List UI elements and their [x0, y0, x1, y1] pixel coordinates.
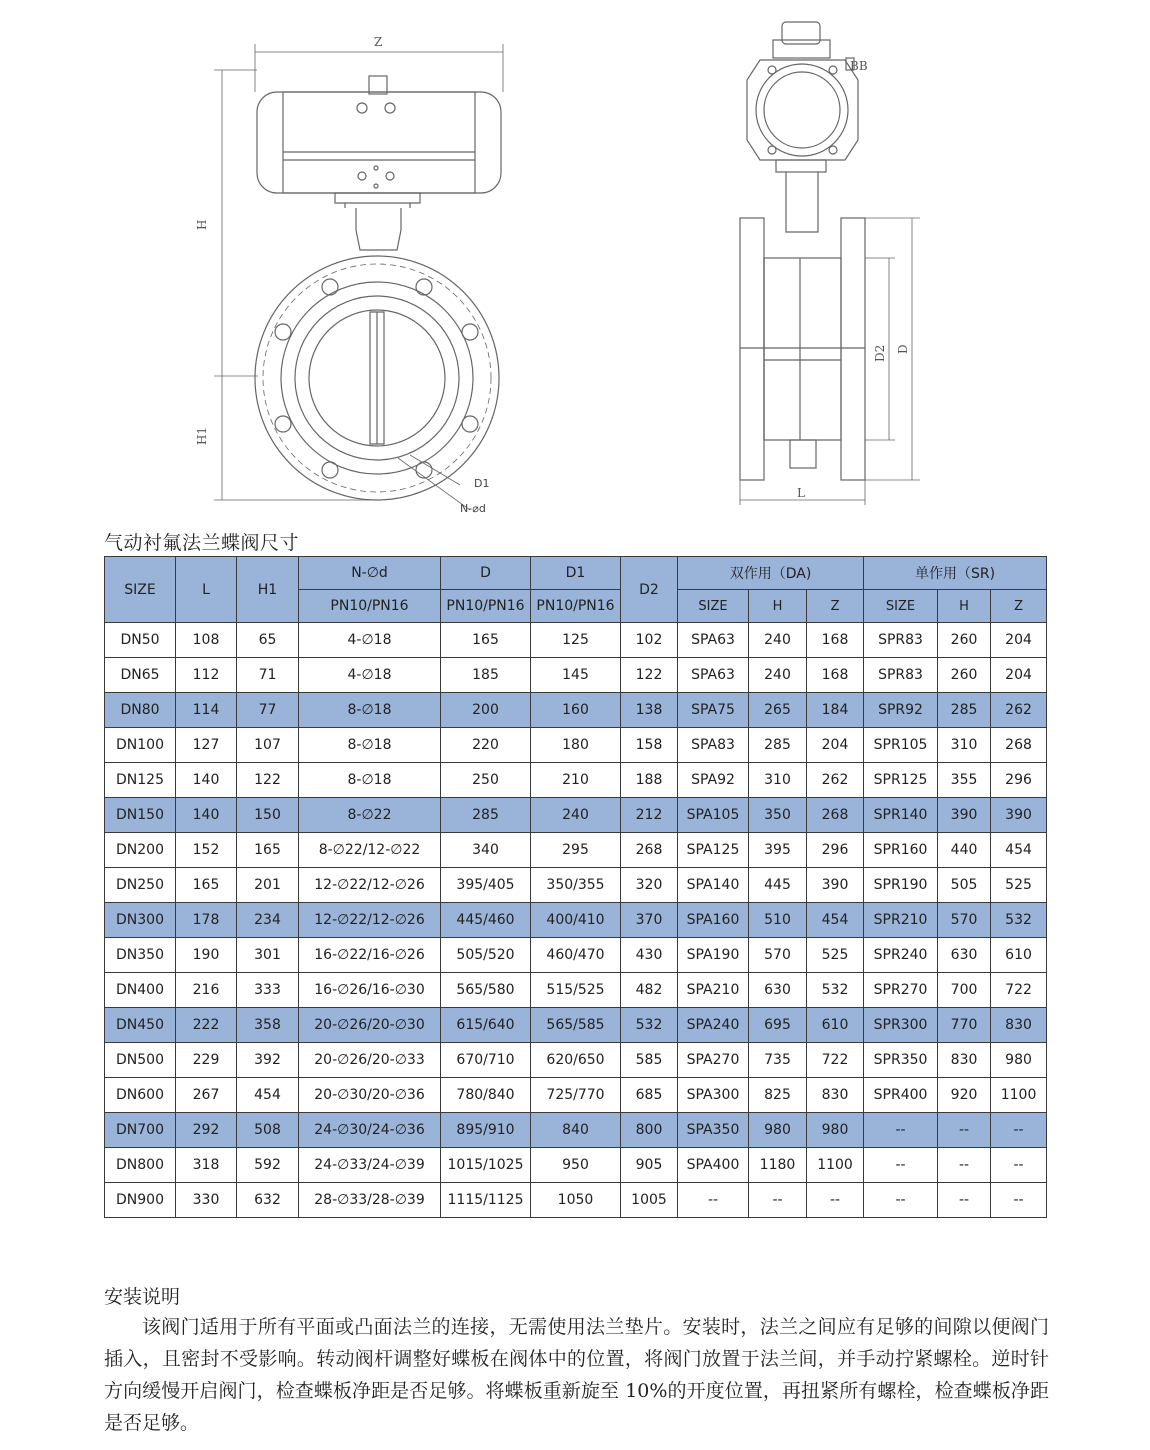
cell-sr-size: SPR270: [864, 973, 938, 1008]
cell-size: DN65: [105, 658, 176, 693]
cell-nd: 8-∅18: [299, 728, 441, 763]
cell-size: DN250: [105, 868, 176, 903]
cell-da-z: 184: [807, 693, 864, 728]
cell-d: 165: [441, 623, 531, 658]
header-d: D: [441, 557, 531, 590]
cell-da-h: 350: [749, 798, 807, 833]
front-view-drawing: [214, 44, 503, 510]
cell-da-size: --: [678, 1183, 749, 1218]
cell-size: DN900: [105, 1183, 176, 1218]
cell-d1: 350/355: [531, 868, 621, 903]
cell-sr-z: 262: [991, 693, 1047, 728]
cell-h1: 592: [237, 1148, 299, 1183]
table-title: 气动衬氟法兰蝶阀尺寸: [104, 532, 300, 554]
cell-da-z: 454: [807, 903, 864, 938]
cell-sr-h: 505: [938, 868, 991, 903]
cell-d1: 725/770: [531, 1078, 621, 1113]
cell-nd: 20-∅30/20-∅36: [299, 1078, 441, 1113]
table-row: [105, 763, 1047, 798]
header-da-size: SIZE: [678, 590, 749, 623]
table-row: [105, 1078, 1047, 1113]
cell-da-h: 310: [749, 763, 807, 798]
cell-da-z: 610: [807, 1008, 864, 1043]
table-body: [105, 623, 1047, 1218]
cell-sr-size: SPR300: [864, 1008, 938, 1043]
cell-nd: 4-∅18: [299, 658, 441, 693]
cell-d: 565/580: [441, 973, 531, 1008]
cell-da-h: 240: [749, 658, 807, 693]
cell-sr-z: 830: [991, 1008, 1047, 1043]
cell-nd: 16-∅26/16-∅30: [299, 973, 441, 1008]
cell-h1: 201: [237, 868, 299, 903]
cell-sr-h: 570: [938, 903, 991, 938]
cell-d2: 122: [621, 658, 678, 693]
table-row: [105, 1183, 1047, 1218]
header-size: SIZE: [105, 557, 176, 623]
cell-h1: 632: [237, 1183, 299, 1218]
cell-size: DN400: [105, 973, 176, 1008]
cell-d2: 800: [621, 1113, 678, 1148]
cell-l: 229: [176, 1043, 237, 1078]
header-single-acting: 单作用（SR): [864, 557, 1047, 590]
cell-sr-z: 268: [991, 728, 1047, 763]
header-sr-z: Z: [991, 590, 1047, 623]
header-nd-pn: PN10/PN16: [299, 590, 441, 623]
cell-da-z: 830: [807, 1078, 864, 1113]
cell-d1: 620/650: [531, 1043, 621, 1078]
cell-l: 330: [176, 1183, 237, 1218]
cell-da-size: SPA75: [678, 693, 749, 728]
cell-d1: 210: [531, 763, 621, 798]
cell-h1: 392: [237, 1043, 299, 1078]
cell-d: 395/405: [441, 868, 531, 903]
cell-d: 185: [441, 658, 531, 693]
cell-sr-size: SPR400: [864, 1078, 938, 1113]
cell-h1: 454: [237, 1078, 299, 1113]
table-row: [105, 938, 1047, 973]
cell-d: 505/520: [441, 938, 531, 973]
cell-da-z: 296: [807, 833, 864, 868]
header-d-pn: PN10/PN16: [441, 590, 531, 623]
cell-da-z: 262: [807, 763, 864, 798]
cell-da-h: 695: [749, 1008, 807, 1043]
dim-d1-label: D1: [474, 477, 490, 490]
cell-nd: 8-∅22: [299, 798, 441, 833]
cell-da-z: --: [807, 1183, 864, 1218]
cell-d: 615/640: [441, 1008, 531, 1043]
cell-d: 250: [441, 763, 531, 798]
cell-da-size: SPA190: [678, 938, 749, 973]
table-row: [105, 1008, 1047, 1043]
cell-sr-z: 722: [991, 973, 1047, 1008]
cell-sr-z: 525: [991, 868, 1047, 903]
cell-sr-z: 390: [991, 798, 1047, 833]
cell-da-z: 980: [807, 1113, 864, 1148]
cell-sr-size: SPR210: [864, 903, 938, 938]
cell-da-h: 445: [749, 868, 807, 903]
cell-l: 114: [176, 693, 237, 728]
cell-l: 190: [176, 938, 237, 973]
cell-d2: 268: [621, 833, 678, 868]
cell-sr-size: --: [864, 1113, 938, 1148]
cell-da-h: 240: [749, 623, 807, 658]
cell-sr-h: 770: [938, 1008, 991, 1043]
cell-d2: 188: [621, 763, 678, 798]
cell-d2: 905: [621, 1148, 678, 1183]
cell-da-size: SPA92: [678, 763, 749, 798]
cell-sr-size: SPR92: [864, 693, 938, 728]
cell-d1: 950: [531, 1148, 621, 1183]
cell-da-z: 525: [807, 938, 864, 973]
header-h1: H1: [237, 557, 299, 623]
cell-da-z: 168: [807, 658, 864, 693]
cell-sr-z: 454: [991, 833, 1047, 868]
cell-nd: 8-∅18: [299, 763, 441, 798]
cell-h1: 508: [237, 1113, 299, 1148]
cell-size: DN600: [105, 1078, 176, 1113]
cell-da-h: 265: [749, 693, 807, 728]
cell-d2: 585: [621, 1043, 678, 1078]
table-row: [105, 973, 1047, 1008]
cell-h1: 333: [237, 973, 299, 1008]
cell-sr-h: 440: [938, 833, 991, 868]
cell-d2: 138: [621, 693, 678, 728]
cell-sr-h: --: [938, 1183, 991, 1218]
installation-title: 安装说明: [104, 1286, 181, 1308]
cell-sr-h: --: [938, 1148, 991, 1183]
cell-nd: 8-∅18: [299, 693, 441, 728]
cell-sr-h: 700: [938, 973, 991, 1008]
cell-sr-z: 296: [991, 763, 1047, 798]
dim-h-label: H: [195, 219, 209, 230]
cell-d: 1115/1125: [441, 1183, 531, 1218]
cell-d2: 102: [621, 623, 678, 658]
cell-size: DN80: [105, 693, 176, 728]
cell-l: 108: [176, 623, 237, 658]
cell-l: 165: [176, 868, 237, 903]
cell-da-h: 630: [749, 973, 807, 1008]
cell-da-size: SPA240: [678, 1008, 749, 1043]
cell-size: DN800: [105, 1148, 176, 1183]
cell-nd: 16-∅22/16-∅26: [299, 938, 441, 973]
table-row: [105, 658, 1047, 693]
cell-da-h: 1180: [749, 1148, 807, 1183]
cell-da-h: 570: [749, 938, 807, 973]
cell-nd: 4-∅18: [299, 623, 441, 658]
cell-da-size: SPA125: [678, 833, 749, 868]
header-d1-pn: PN10/PN16: [531, 590, 621, 623]
cell-sr-size: --: [864, 1183, 938, 1218]
cell-da-size: SPA350: [678, 1113, 749, 1148]
cell-h1: 107: [237, 728, 299, 763]
cell-da-z: 722: [807, 1043, 864, 1078]
dim-nd-label: N-⌀d: [460, 502, 486, 515]
header-sr-h: H: [938, 590, 991, 623]
cell-d: 780/840: [441, 1078, 531, 1113]
cell-nd: 24-∅30/24-∅36: [299, 1113, 441, 1148]
cell-da-size: SPA105: [678, 798, 749, 833]
cell-sr-size: SPR125: [864, 763, 938, 798]
cell-sr-z: --: [991, 1183, 1047, 1218]
cell-da-z: 1100: [807, 1148, 864, 1183]
table-row: [105, 868, 1047, 903]
cell-sr-size: SPR240: [864, 938, 938, 973]
table-row: [105, 623, 1047, 658]
cell-l: 292: [176, 1113, 237, 1148]
cell-nd: 28-∅33/28-∅39: [299, 1183, 441, 1218]
dim-d-label: D: [896, 344, 910, 354]
table-row: [105, 1148, 1047, 1183]
cell-h1: 165: [237, 833, 299, 868]
cell-sr-z: 532: [991, 903, 1047, 938]
cell-da-size: SPA270: [678, 1043, 749, 1078]
cell-d: 895/910: [441, 1113, 531, 1148]
cell-da-z: 168: [807, 623, 864, 658]
cell-da-size: SPA83: [678, 728, 749, 763]
header-d2: D2: [621, 557, 678, 623]
cell-h1: 358: [237, 1008, 299, 1043]
cell-d1: 565/585: [531, 1008, 621, 1043]
cell-l: 152: [176, 833, 237, 868]
cell-d2: 685: [621, 1078, 678, 1113]
header-double-acting: 双作用（DA): [678, 557, 864, 590]
cell-d1: 840: [531, 1113, 621, 1148]
cell-size: DN300: [105, 903, 176, 938]
cell-d1: 160: [531, 693, 621, 728]
dim-l-label: L: [797, 486, 805, 500]
cell-d1: 515/525: [531, 973, 621, 1008]
cell-l: 216: [176, 973, 237, 1008]
side-view-drawing: [740, 22, 920, 505]
cell-sr-h: 285: [938, 693, 991, 728]
cell-nd: 24-∅33/24-∅39: [299, 1148, 441, 1183]
cell-d: 220: [441, 728, 531, 763]
cell-da-size: SPA63: [678, 623, 749, 658]
cell-d2: 370: [621, 903, 678, 938]
dim-bb-label: BB: [850, 59, 868, 73]
cell-sr-z: 980: [991, 1043, 1047, 1078]
cell-da-h: 825: [749, 1078, 807, 1113]
cell-h1: 65: [237, 623, 299, 658]
cell-l: 140: [176, 798, 237, 833]
cell-da-z: 268: [807, 798, 864, 833]
cell-da-size: SPA160: [678, 903, 749, 938]
cell-sr-size: SPR83: [864, 623, 938, 658]
cell-sr-z: --: [991, 1148, 1047, 1183]
table-row: [105, 1113, 1047, 1148]
cell-h1: 71: [237, 658, 299, 693]
table-row: [105, 728, 1047, 763]
cell-d: 1015/1025: [441, 1148, 531, 1183]
table-row: [105, 693, 1047, 728]
header-d1: D1: [531, 557, 621, 590]
valve-drawings: [0, 0, 1150, 525]
cell-nd: 20-∅26/20-∅30: [299, 1008, 441, 1043]
dim-d2-label: D2: [873, 344, 887, 362]
cell-sr-size: SPR160: [864, 833, 938, 868]
cell-d: 340: [441, 833, 531, 868]
table-row: [105, 833, 1047, 868]
cell-sr-h: 630: [938, 938, 991, 973]
cell-sr-z: 1100: [991, 1078, 1047, 1113]
cell-da-size: SPA63: [678, 658, 749, 693]
cell-sr-size: SPR105: [864, 728, 938, 763]
cell-d: 445/460: [441, 903, 531, 938]
header-sr-size: SIZE: [864, 590, 938, 623]
cell-sr-size: SPR83: [864, 658, 938, 693]
cell-sr-size: SPR350: [864, 1043, 938, 1078]
cell-h1: 150: [237, 798, 299, 833]
cell-da-size: SPA140: [678, 868, 749, 903]
cell-da-size: SPA300: [678, 1078, 749, 1113]
cell-da-h: 735: [749, 1043, 807, 1078]
cell-d: 670/710: [441, 1043, 531, 1078]
cell-sr-z: --: [991, 1113, 1047, 1148]
cell-da-h: 510: [749, 903, 807, 938]
cell-l: 318: [176, 1148, 237, 1183]
cell-d2: 430: [621, 938, 678, 973]
cell-da-h: --: [749, 1183, 807, 1218]
cell-da-size: SPA210: [678, 973, 749, 1008]
cell-d1: 1050: [531, 1183, 621, 1218]
cell-size: DN125: [105, 763, 176, 798]
cell-d2: 482: [621, 973, 678, 1008]
cell-sr-size: SPR140: [864, 798, 938, 833]
cell-sr-h: 310: [938, 728, 991, 763]
cell-l: 140: [176, 763, 237, 798]
cell-d2: 212: [621, 798, 678, 833]
cell-h1: 301: [237, 938, 299, 973]
cell-d1: 240: [531, 798, 621, 833]
cell-sr-h: 390: [938, 798, 991, 833]
cell-size: DN450: [105, 1008, 176, 1043]
cell-l: 178: [176, 903, 237, 938]
dim-z-label: Z: [374, 35, 383, 49]
cell-d1: 460/470: [531, 938, 621, 973]
cell-da-z: 390: [807, 868, 864, 903]
cell-da-h: 395: [749, 833, 807, 868]
cell-d1: 400/410: [531, 903, 621, 938]
cell-h1: 77: [237, 693, 299, 728]
header-da-h: H: [749, 590, 807, 623]
table-row: [105, 903, 1047, 938]
header-l: L: [176, 557, 237, 623]
cell-da-z: 532: [807, 973, 864, 1008]
cell-sr-z: 204: [991, 658, 1047, 693]
cell-da-h: 285: [749, 728, 807, 763]
cell-sr-h: 830: [938, 1043, 991, 1078]
cell-da-h: 980: [749, 1113, 807, 1148]
table-row: [105, 1043, 1047, 1078]
cell-d2: 1005: [621, 1183, 678, 1218]
cell-d1: 180: [531, 728, 621, 763]
cell-sr-size: --: [864, 1148, 938, 1183]
cell-da-z: 204: [807, 728, 864, 763]
cell-d: 200: [441, 693, 531, 728]
cell-d2: 320: [621, 868, 678, 903]
cell-h1: 122: [237, 763, 299, 798]
cell-l: 127: [176, 728, 237, 763]
cell-h1: 234: [237, 903, 299, 938]
header-nd: N-∅d: [299, 557, 441, 590]
cell-sr-size: SPR190: [864, 868, 938, 903]
header-da-z: Z: [807, 590, 864, 623]
cell-size: DN500: [105, 1043, 176, 1078]
dim-h1-label: H1: [195, 426, 209, 445]
cell-nd: 20-∅26/20-∅33: [299, 1043, 441, 1078]
cell-nd: 12-∅22/12-∅26: [299, 868, 441, 903]
cell-sr-z: 610: [991, 938, 1047, 973]
cell-d: 285: [441, 798, 531, 833]
cell-sr-h: 355: [938, 763, 991, 798]
cell-size: DN200: [105, 833, 176, 868]
cell-l: 267: [176, 1078, 237, 1113]
cell-size: DN50: [105, 623, 176, 658]
cell-sr-h: 260: [938, 623, 991, 658]
installation-text: 该阀门适用于所有平面或凸面法兰的连接，无需使用法兰垫片。安装时，法兰之间应有足够的间隙以便阀门插入，且密封不受影响。转动阀杆调整好蝶板在阀体中的位置，将阀门放置于法兰间，并手动拧紧螺栓。逆时针方向缓慢开启阀门，检查蝶板净距是否足够。将蝶板重新旋至 10%的开度位置，再扭紧所有螺栓，检查蝶板净距是否足够。: [104, 1316, 1049, 1434]
cell-size: DN150: [105, 798, 176, 833]
cell-size: DN350: [105, 938, 176, 973]
cell-d2: 532: [621, 1008, 678, 1043]
cell-sr-h: --: [938, 1113, 991, 1148]
cell-d1: 295: [531, 833, 621, 868]
dimensions-table: [104, 556, 1047, 1218]
cell-d1: 145: [531, 658, 621, 693]
cell-sr-h: 260: [938, 658, 991, 693]
cell-d2: 158: [621, 728, 678, 763]
cell-sr-h: 920: [938, 1078, 991, 1113]
cell-size: DN700: [105, 1113, 176, 1148]
cell-l: 112: [176, 658, 237, 693]
cell-nd: 12-∅22/12-∅26: [299, 903, 441, 938]
cell-nd: 8-∅22/12-∅22: [299, 833, 441, 868]
cell-da-size: SPA400: [678, 1148, 749, 1183]
cell-d1: 125: [531, 623, 621, 658]
cell-sr-z: 204: [991, 623, 1047, 658]
table-row: [105, 798, 1047, 833]
cell-size: DN100: [105, 728, 176, 763]
cell-l: 222: [176, 1008, 237, 1043]
